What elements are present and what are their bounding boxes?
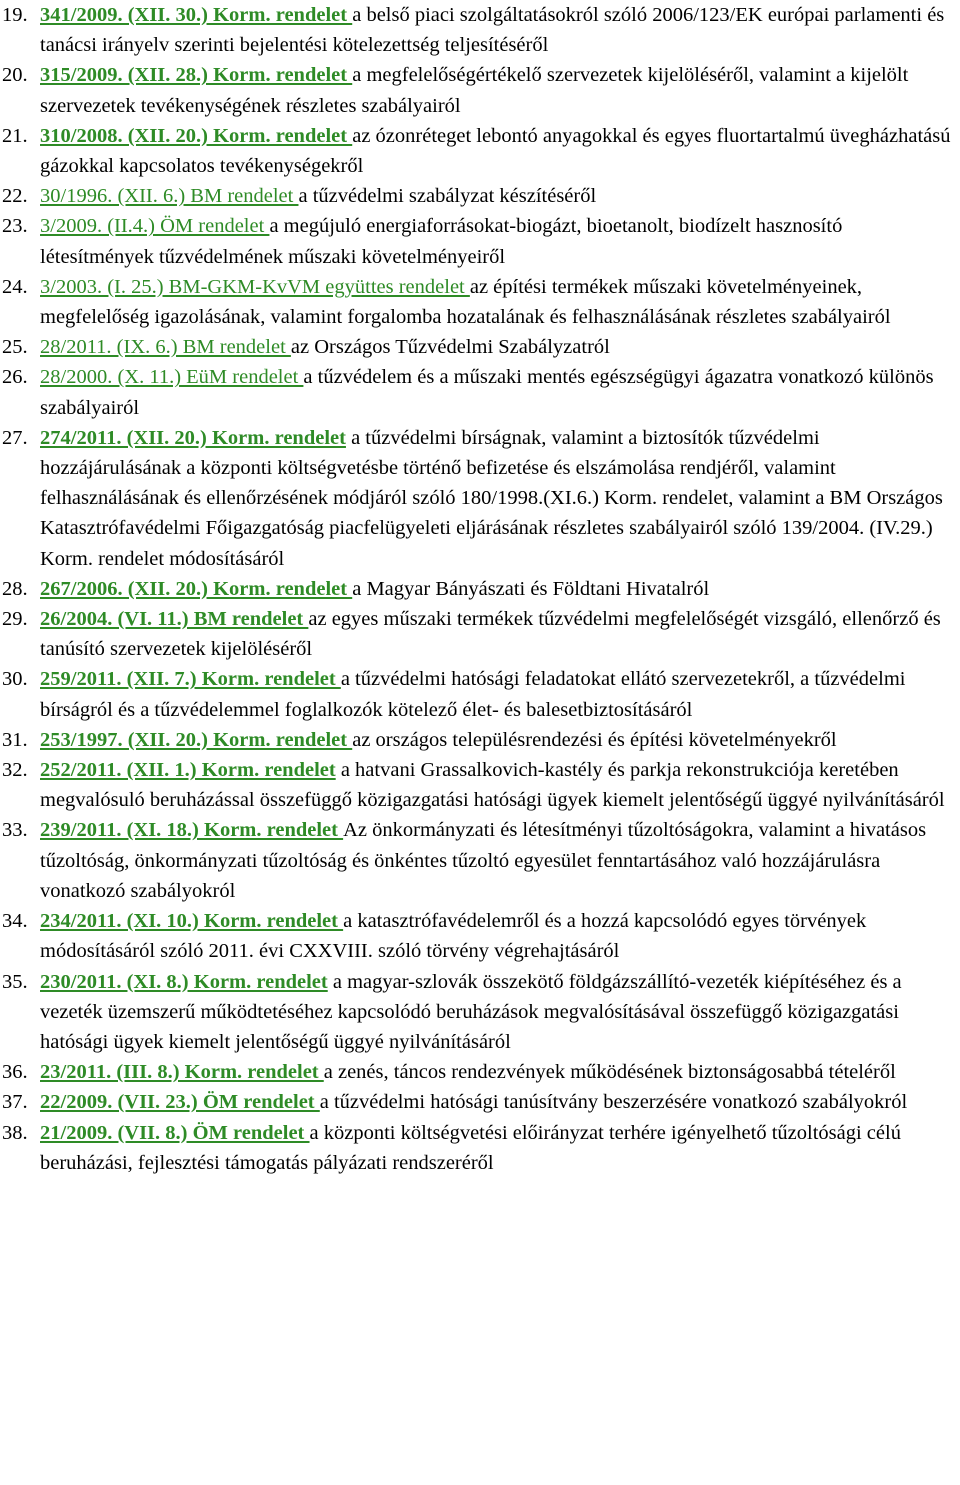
item-body bbox=[40, 906, 960, 966]
item-number: 27. bbox=[2, 426, 28, 449]
regulation-title: Az önkormányzati és létesítményi tűzoltóságokra, valamint a hivatásos tűzoltóság, önkormányzati tűzoltóság és önkéntes tűzoltó egyesület fenntartásához való hozzájárulásra vonatkozó szabályokról bbox=[40, 819, 927, 902]
item-number: 37. bbox=[2, 1091, 28, 1114]
item-number: 31. bbox=[2, 728, 28, 751]
item-body bbox=[40, 423, 960, 574]
list-item bbox=[0, 362, 960, 422]
regulation-link[interactable]: 252/2011. (XII. 1.) Korm. rendelet bbox=[40, 759, 336, 782]
item-number: 24. bbox=[2, 275, 28, 298]
item-body bbox=[40, 967, 960, 1058]
regulation-title: a tűzvédelmi bírságnak, valamint a biztosítók tűzvédelmi hozzájárulásának a központi költségvetésbe történő befizetése és elszámolása rendjéről, valamint felhasználásának és ellenőrzésének módjáról szóló 180/1998.(XI.6.) Korm. rendelet, valamint a BM Országos Katasztrófavédelmi Főigazgatóság piacfelügyeleti eljárásának részletes szabályairól szóló 139/2004. (IV.29.) Korm. rendelet módosításáról bbox=[40, 426, 943, 570]
item-number: 25. bbox=[2, 336, 28, 359]
item-number: 34. bbox=[2, 910, 28, 933]
item-body bbox=[40, 211, 960, 271]
item-number: 30. bbox=[2, 668, 28, 691]
item-number: 21. bbox=[2, 124, 28, 147]
item-body bbox=[40, 181, 960, 211]
regulation-title: a hatvani Grassalkovich-kastély és parkja rekonstrukciója keretében megvalósuló beruházással összefüggő közigazgatási hatósági ügyek kiemelt jelentőségű üggyé nyilvánításáról bbox=[40, 759, 945, 812]
regulation-title: a tűzvédelmi hatósági tanúsítvány beszerzésére vonatkozó szabályokról bbox=[319, 1091, 908, 1114]
item-number: 29. bbox=[2, 608, 28, 631]
item-body bbox=[40, 60, 960, 120]
regulation-title: a központi költségvetési előirányzat terhére igényelhető tűzoltósági célú beruházási, fejlesztési támogatás pályázati rendszeréről bbox=[40, 1121, 901, 1174]
regulation-link[interactable]: 21/2009. (VII. 8.) ÖM rendelet bbox=[40, 1121, 310, 1144]
item-number: 19. bbox=[2, 4, 28, 26]
regulation-title: a megfelelőségértékelő szervezetek kijelöléséről, valamint a kijelölt szervezetek tevékenységének részletes szabályairól bbox=[40, 64, 909, 117]
regulation-link[interactable]: 23/2011. (III. 8.) Korm. rendelet bbox=[40, 1061, 324, 1084]
regulation-link[interactable]: 28/2011. (IX. 6.) BM rendelet bbox=[40, 336, 291, 359]
item-number: 20. bbox=[2, 64, 28, 87]
regulation-link[interactable]: 259/2011. (XII. 7.) Korm. rendelet bbox=[40, 668, 341, 691]
item-number: 35. bbox=[2, 970, 28, 993]
item-body bbox=[40, 815, 960, 906]
regulation-link[interactable]: 3/2003. (I. 25.) BM-GKM-KvVM együttes rendelet bbox=[40, 275, 470, 298]
list-item bbox=[0, 332, 960, 362]
regulation-link[interactable]: 310/2008. (XII. 20.) Korm. rendelet bbox=[40, 124, 353, 147]
item-number: 38. bbox=[2, 1121, 28, 1144]
item-body bbox=[40, 725, 960, 755]
regulation-link[interactable]: 341/2009. (XII. 30.) Korm. rendelet bbox=[40, 4, 353, 26]
regulation-title: a tűzvédelem és a műszaki mentés egészségügyi ágazatra vonatkozó különös szabályairól bbox=[40, 366, 934, 419]
item-number: 32. bbox=[2, 759, 28, 782]
item-number: 36. bbox=[2, 1061, 28, 1084]
regulation-title: a tűzvédelmi szabályzat készítéséről bbox=[298, 185, 597, 208]
item-number: 28. bbox=[2, 577, 28, 600]
list-item bbox=[0, 967, 960, 1058]
item-body bbox=[40, 574, 960, 604]
list-item bbox=[0, 60, 960, 120]
list-item bbox=[0, 181, 960, 211]
item-number: 33. bbox=[2, 819, 28, 842]
regulation-title: az országos településrendezési és építési követelményekről bbox=[352, 728, 837, 751]
list-item bbox=[0, 574, 960, 604]
item-body bbox=[40, 332, 960, 362]
regulation-title: a megújuló energiaforrásokat-biogázt, bioetanolt, biodízelt hasznosító létesítmények tűzvédelmének műszaki követelményeiről bbox=[40, 215, 843, 268]
regulation-link[interactable]: 3/2009. (II.4.) ÖM rendelet bbox=[40, 215, 270, 238]
regulation-link[interactable]: 239/2011. (XI. 18.) Korm. rendelet bbox=[40, 819, 344, 842]
item-number: 26. bbox=[2, 366, 28, 389]
regulation-link[interactable]: 26/2004. (VI. 11.) BM rendelet bbox=[40, 608, 309, 631]
item-body bbox=[40, 121, 960, 181]
list-item bbox=[0, 664, 960, 724]
item-body bbox=[40, 755, 960, 815]
regulation-title: az Országos Tűzvédelmi Szabályzatról bbox=[290, 336, 610, 359]
list-item bbox=[0, 121, 960, 181]
regulation-title: a katasztrófavédelemről és a hozzá kapcsolódó egyes törvények módosításáról szóló 2011. évi CXXVIII. szóló törvény végrehajtásáról bbox=[40, 910, 867, 963]
item-body bbox=[40, 604, 960, 664]
list-item bbox=[0, 604, 960, 664]
regulation-link[interactable]: 230/2011. (XI. 8.) Korm. rendelet bbox=[40, 970, 328, 993]
regulation-link[interactable]: 315/2009. (XII. 28.) Korm. rendelet bbox=[40, 64, 353, 87]
item-body bbox=[40, 1087, 960, 1117]
list-item bbox=[0, 272, 960, 332]
list-item bbox=[0, 906, 960, 966]
regulation-title: az egyes műszaki termékek tűzvédelmi megfelelőségét vizsgáló, ellenőrző és tanúsító szervezetek kijelöléséről bbox=[40, 608, 941, 661]
regulation-link[interactable]: 267/2006. (XII. 20.) Korm. rendelet bbox=[40, 577, 353, 600]
list-item bbox=[0, 1118, 960, 1178]
regulation-title: a Magyar Bányászati és Földtani Hivatalról bbox=[352, 577, 710, 600]
regulation-link[interactable]: 28/2000. (X. 11.) EüM rendelet bbox=[40, 366, 304, 389]
item-body bbox=[40, 0, 960, 60]
list-item bbox=[0, 1057, 960, 1087]
list-item bbox=[0, 0, 960, 60]
regulation-title: az ózonréteget lebontó anyagokkal és egyes fluortartalmú üvegházhatású gázokkal kapcsolatos tevékenységekről bbox=[40, 124, 951, 178]
regulation-title: a zenés, táncos rendezvények működésének biztonságosabbá tételéről bbox=[323, 1061, 896, 1084]
item-body bbox=[40, 362, 960, 422]
list-item bbox=[0, 211, 960, 271]
list-item bbox=[0, 815, 960, 906]
list-item bbox=[0, 755, 960, 815]
regulation-title: a belső piaci szolgáltatásokról szóló 2006/123/EK európai parlamenti és tanácsi irányelv szerinti bejelentési kötelezettség teljesítéséről bbox=[40, 4, 945, 57]
regulation-title: a magyar-szlovák összekötő földgázszállító-vezeték kiépítéséhez és a vezeték üzemszerű működtetéséhez kapcsolódó beruházások megvalósításával összefüggő közigazgatási hatósági ügyek kiemelt jelentőségű üggyé nyilvánításáról bbox=[40, 970, 902, 1053]
regulation-link[interactable]: 274/2011. (XII. 20.) Korm. rendelet bbox=[40, 426, 346, 449]
regulation-title: a tűzvédelmi hatósági feladatokat ellátó szervezetekről, a tűzvédelmi bírságról és a tűzvédelemmel foglalkozók kötelező élet- és balesetbiztosításáról bbox=[40, 668, 906, 721]
list-item bbox=[0, 725, 960, 755]
list-item bbox=[0, 1087, 960, 1117]
item-body bbox=[40, 1118, 960, 1178]
item-number: 23. bbox=[2, 215, 28, 238]
regulation-link[interactable]: 22/2009. (VII. 23.) ÖM rendelet bbox=[40, 1091, 320, 1114]
item-body bbox=[40, 272, 960, 332]
item-body bbox=[40, 664, 960, 724]
regulation-link[interactable]: 253/1997. (XII. 20.) Korm. rendelet bbox=[40, 728, 353, 751]
list-item bbox=[0, 423, 960, 574]
regulation-link[interactable]: 234/2011. (XI. 10.) Korm. rendelet bbox=[40, 910, 344, 933]
item-body bbox=[40, 1057, 960, 1087]
regulation-title: az építési termékek műszaki követelményeinek, megfelelőség igazolásának, valamint forgalomba hozatalának és felhasználásának részletes szabályairól bbox=[40, 275, 891, 329]
item-number: 22. bbox=[2, 185, 28, 208]
regulation-link[interactable]: 30/1996. (XII. 6.) BM rendelet bbox=[40, 185, 299, 208]
